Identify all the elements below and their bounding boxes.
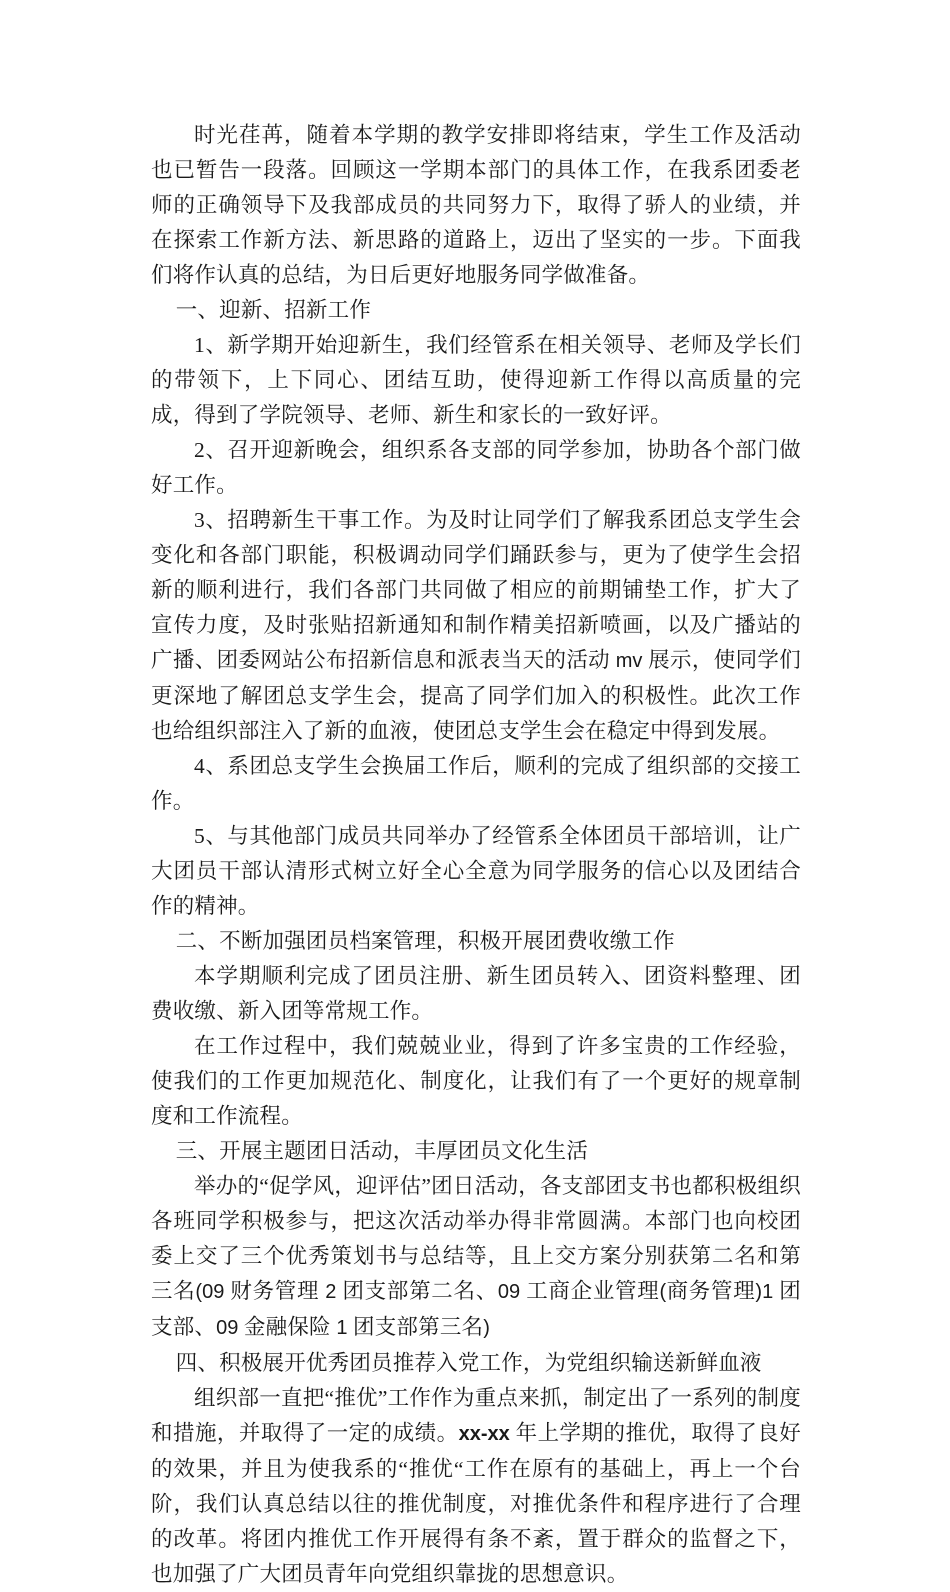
latin-run: (09 <box>195 1281 225 1303</box>
document-text-body <box>151 118 801 1592</box>
latin-run: 2 <box>325 1281 337 1303</box>
latin-run: 09 <box>216 1317 239 1339</box>
latin-run: ) <box>483 1317 490 1339</box>
latin-run: ( <box>659 1281 667 1303</box>
latin-run: )1 <box>755 1281 774 1303</box>
paragraph-4-1: 组织部一直把“推优”工作作为重点来抓，制定出了一系列的制度和措施，并取得了一定的成绩。xx-xx 年上学期的推优，取得了良好的效果，并且为使我系的“推优“工作在原有的基础上，再上一个台阶，我们认真总结以往的推优制度，对推优条件和程序进行了合理的改革。将团内推优工作开展得有条不紊，置于群众的监督之下，也加强了广大团员青年向党组织靠拢的思想意识。 <box>151 1386 801 1586</box>
paragraph-intro: 时光荏苒，随着本学期的教学安排即将结束，学生工作及活动也已暂告一段落。回顾这一学期本部门的具体工作，在我系团委老师的正确领导下及我部成员的共同努力下，取得了骄人的业绩，并在探索工作新方法、新思路的道路上，迈出了坚实的一步。下面我们将作认真的总结，为日后更好地服务同学做准备。 <box>151 123 801 287</box>
latin-run: 09 <box>497 1281 521 1303</box>
latin-run: 1 <box>336 1317 348 1339</box>
section-heading-1: 一、迎新、招新工作 <box>175 298 372 322</box>
paragraph-3-1: 举办的“促学风，迎评估”团日活动，各支部团支书也都积极组织各班同学积极参与，把这次活动举办得非常圆满。本部门也向校团委上交了三个优秀策划书与总结等，且上交方案分别获第二名和第三名(09 财务管理 2 团支部第二名、09 工商企业管理(商务管理)1 团支部、09 金融保险 1 团支部第三名) <box>151 1174 801 1339</box>
paragraph-2-2: 在工作过程中，我们兢兢业业，得到了许多宝贵的工作经验，使我们的工作更加规范化、制度化，让我们有了一个更好的规章制度和工作流程。 <box>151 1034 801 1128</box>
paragraph-2-1: 本学期顺利完成了团员注册、新生团员转入、团资料整理、团费收缴、新入团等常规工作。 <box>151 964 801 1023</box>
list-item-1-2: 2、召开迎新晚会，组织系各支部的同学参加，协助各个部门做好工作。 <box>151 438 801 497</box>
list-item-1-3: 3、招聘新生干事工作。为及时让同学们了解我系团总支学生会变化和各部门职能，积极调动同学们踊跃参与，更为了使学生会招新的顺利进行，我们各部门共同做了相应的前期铺垫工作，扩大了宣传力度，及时张贴招新通知和制作精美招新喷画，以及广播站的广播、团委网站公布招新信息和派表当天的活动 mv 展示，使同学们更深地了解团总支学生会，提高了同学们加入的积极性。此次工作也给组织部注入了新的血液，使团总支学生会在稳定中得到发展。 <box>151 508 801 743</box>
section-heading-2: 二、不断加强团员档案管理，积极开展团费收缴工作 <box>175 929 675 953</box>
section-heading-3: 三、开展主题团日活动，丰厚团员文化生活 <box>175 1139 589 1163</box>
list-item-1-4: 4、系团总支学生会换届工作后，顺利的完成了组织部的交接工作。 <box>151 754 801 813</box>
latin-run: mv <box>610 650 649 672</box>
list-item-1-1: 1、新学期开始迎新生，我们经管系在相关领导、老师及学长们的带领下，上下同心、团结互助，使得迎新工作得以高质量的完成，得到了学院领导、老师、新生和家长的一致好评。 <box>151 333 801 427</box>
latin-run: xx-xx <box>458 1423 510 1445</box>
section-heading-4: 四、积极展开优秀团员推荐入党工作，为党组织输送新鲜血液 <box>175 1351 762 1375</box>
list-item-1-5: 5、与其他部门成员共同举办了经管系全体团员干部培训，让广大团员干部认清形式树立好全心全意为同学服务的信心以及团结合作的精神。 <box>151 824 801 918</box>
